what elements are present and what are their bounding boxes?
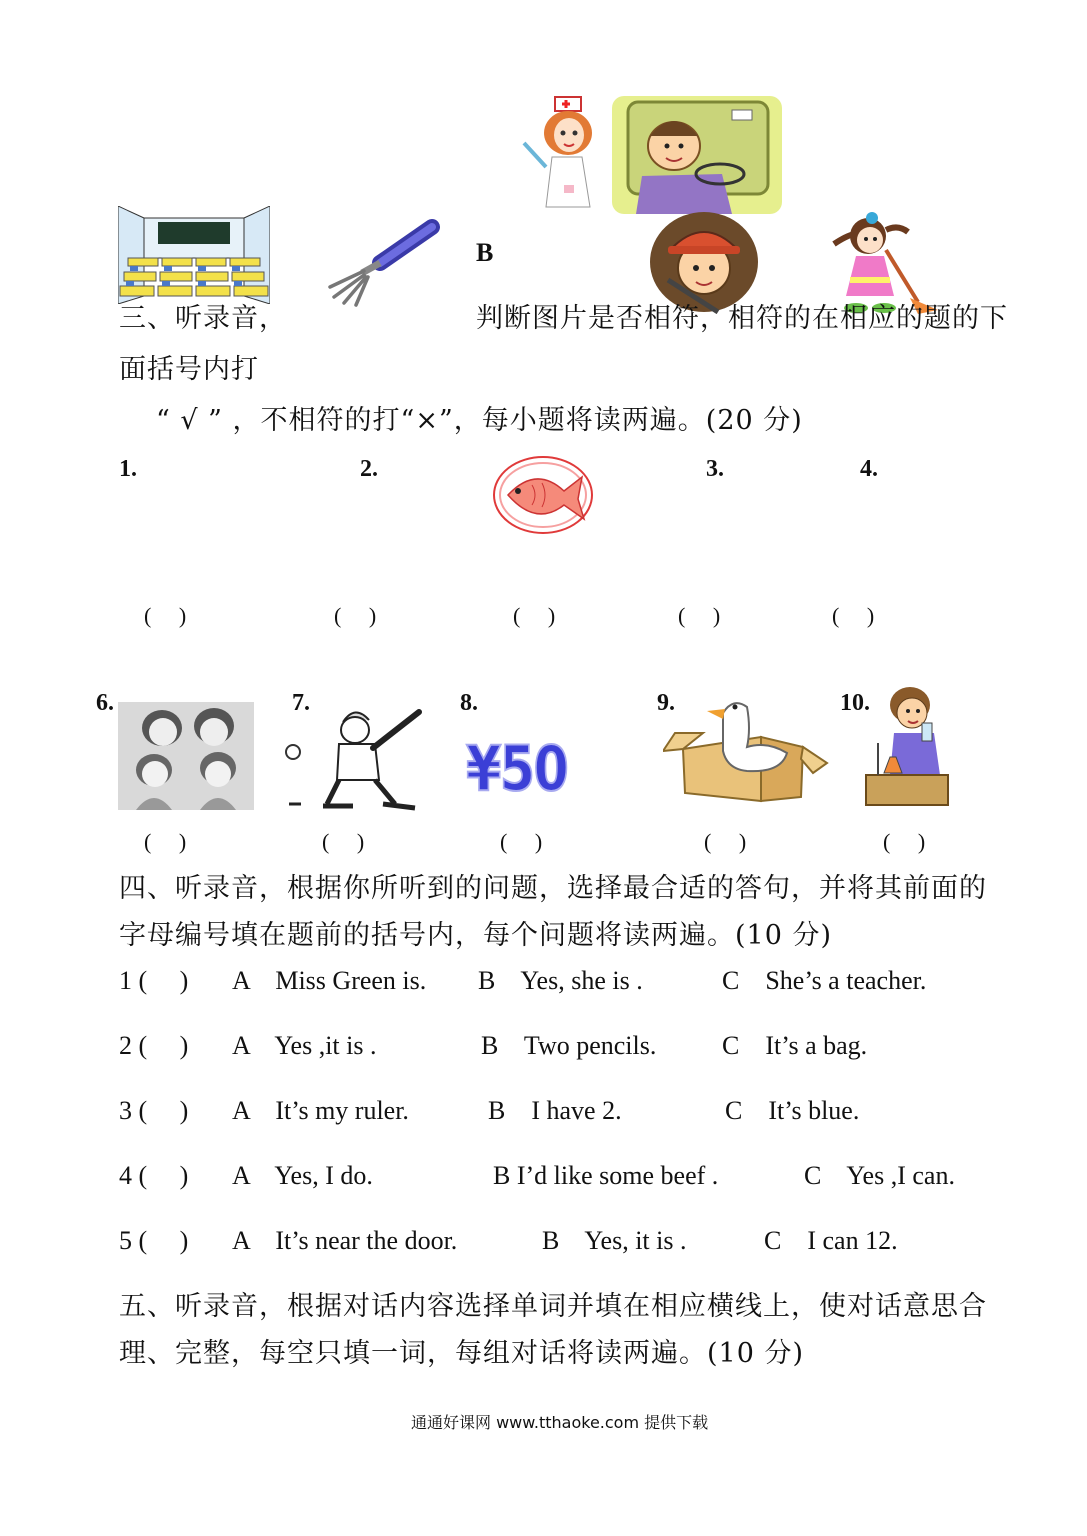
family-picture	[118, 702, 254, 810]
q5-option-c: C I can 12.	[764, 1226, 898, 1255]
question-number-7: 7.	[292, 690, 310, 716]
q1-number[interactable]: 1 ( )	[119, 966, 189, 995]
baseball-player-picture	[283, 700, 423, 812]
q4-option-c: C Yes ,I can.	[804, 1161, 955, 1190]
question-number-6: 6.	[96, 690, 114, 716]
answer-paren-6[interactable]: ( )	[144, 829, 187, 854]
driver-picture	[612, 96, 782, 214]
answer-paren-9[interactable]: ( )	[704, 829, 747, 854]
q1-option-b: B Yes, she is .	[478, 966, 643, 995]
question-number-8: 8.	[460, 690, 478, 716]
q4-option-a: A Yes, I do.	[232, 1161, 373, 1190]
section5-title: 五、听录音，根据对话内容选择单词并填在相应横线上，使对话意思合	[119, 1291, 987, 1322]
answer-paren-5[interactable]: ( )	[832, 603, 875, 628]
label-b: B	[476, 238, 494, 267]
answer-paren-10[interactable]: ( )	[883, 829, 926, 854]
boy-experiment-picture	[864, 683, 958, 809]
section3-title-line2: 面括号内打	[119, 354, 259, 385]
section4-instructions: 字母编号填在题前的括号内，每个问题将读两遍。(10 分)	[119, 920, 833, 951]
question-number-1: 1.	[119, 456, 137, 482]
q2-option-c: C It’s a bag.	[722, 1031, 868, 1060]
question-number-2: 2.	[360, 456, 378, 482]
q5-number[interactable]: 5 ( )	[119, 1226, 189, 1255]
footer-text: 通通好课网 www.tthaoke.com 提供下载	[411, 1413, 709, 1432]
q1-option-a: A Miss Green is.	[232, 966, 427, 995]
duck-in-box-picture	[663, 693, 831, 805]
section3-instructions: “ √ ” ，不相符的打“×”，每小题将读两遍。(20 分)	[156, 405, 803, 436]
price-label: ¥50	[466, 732, 568, 805]
q4-number[interactable]: 4 ( )	[119, 1161, 189, 1190]
answer-paren-7[interactable]: ( )	[322, 829, 365, 854]
q5-option-a: A It’s near the door.	[232, 1226, 458, 1255]
answer-paren-2[interactable]: ( )	[334, 603, 377, 628]
q5-option-b: B Yes, it is .	[542, 1226, 687, 1255]
question-number-10: 10.	[840, 690, 870, 716]
classroom-picture	[118, 206, 270, 304]
fork-picture	[322, 215, 442, 307]
answer-paren-4[interactable]: ( )	[678, 603, 721, 628]
q3-number[interactable]: 3 ( )	[119, 1096, 189, 1125]
q2-option-b: B Two pencils.	[481, 1031, 657, 1060]
answer-paren-8[interactable]: ( )	[500, 829, 543, 854]
q3-option-b: B I have 2.	[488, 1096, 622, 1125]
question-number-3: 3.	[706, 456, 724, 482]
q4-option-b: B I’d like some beef .	[493, 1161, 719, 1190]
q2-number[interactable]: 2 ( )	[119, 1031, 189, 1060]
section3-title-part2: 判断图片是否相符，相符的在相应的题的下	[476, 303, 1008, 334]
section4-title: 四、听录音，根据你所听到的问题，选择最合适的答句，并将其前面的	[119, 873, 987, 904]
question-number-9: 9.	[657, 690, 675, 716]
answer-paren-1[interactable]: ( )	[144, 603, 187, 628]
nurse-picture	[520, 95, 600, 215]
answer-paren-3[interactable]: ( )	[513, 603, 556, 628]
question-number-4: 4.	[860, 456, 878, 482]
q3-option-a: A It’s my ruler.	[232, 1096, 409, 1125]
fish-picture	[492, 455, 594, 535]
q3-option-c: C It’s blue.	[725, 1096, 860, 1125]
section3-title-part1: 三、听录音，	[119, 303, 287, 334]
q1-option-c: C She’s a teacher.	[722, 966, 927, 995]
q2-option-a: A Yes ,it is .	[232, 1031, 377, 1060]
section5-instructions: 理、完整，每空只填一词，每组对话将读两遍。(10 分)	[119, 1338, 805, 1369]
